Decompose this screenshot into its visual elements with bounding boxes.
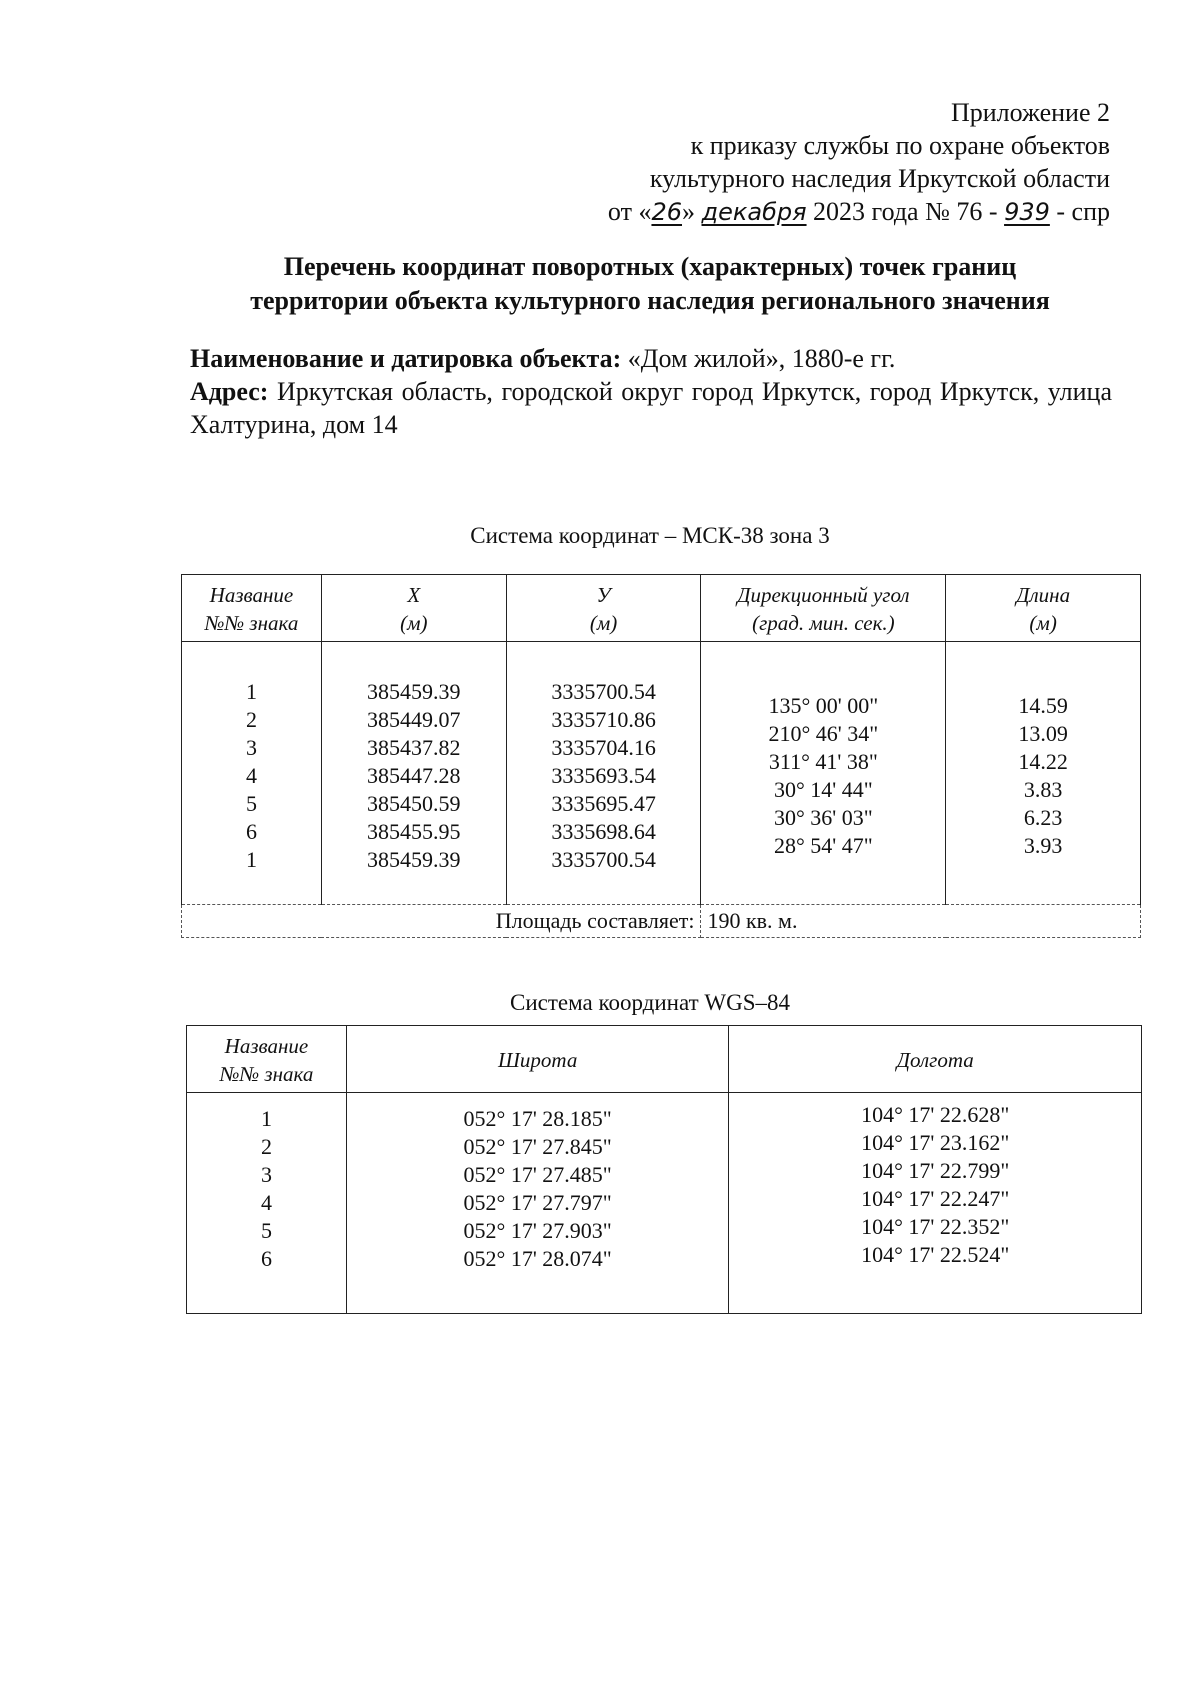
area-label: Площадь составляет: xyxy=(182,905,701,938)
wgs-points-column xyxy=(187,1093,347,1314)
appendix-header xyxy=(410,96,1110,229)
msk-y-value: 3335700.54 xyxy=(551,847,656,872)
wgs-header-row xyxy=(187,1026,1142,1093)
msk-points-column xyxy=(182,642,322,905)
msk-x-value: 385459.39 xyxy=(367,847,461,872)
appendix-line-3: культурного наследия Иркутской области xyxy=(649,164,1110,193)
date-day-suffix: » xyxy=(682,197,695,226)
msk-length-value: 3.83 xyxy=(1023,777,1063,802)
handwritten-order-number: 939 xyxy=(1004,198,1050,226)
msk-angle-value: 28° 54' 47" xyxy=(773,833,873,858)
wgs-lat-value: 052° 17' 28.074" xyxy=(463,1246,612,1271)
msk-header-name: Название №№ знака xyxy=(182,575,322,642)
wgs-lon-column xyxy=(729,1093,1142,1314)
wgs-table-caption: Система координат WGS–84 xyxy=(509,990,791,1015)
object-address-label: Адрес: xyxy=(190,377,269,406)
wgs-lat-value: 052° 17' 27.845" xyxy=(463,1134,612,1159)
msk-point: 3 xyxy=(245,735,257,760)
wgs-header-name: Название №№ знака xyxy=(187,1026,347,1093)
wgs-lon-value: 104° 17' 22.247" xyxy=(861,1186,1010,1211)
msk-length-column xyxy=(946,642,1141,905)
msk-x-value: 385437.82 xyxy=(367,735,461,760)
msk-header-length: Длина (м) xyxy=(946,575,1141,642)
object-name-value: «Дом жилой», 1880-е гг. xyxy=(627,344,896,373)
handwritten-month: декабря xyxy=(701,198,807,226)
date-prefix: от « xyxy=(607,197,652,226)
msk-angle-value: 30° 36' 03" xyxy=(773,805,873,830)
msk-x-value: 385455.95 xyxy=(367,819,461,844)
msk-area-row xyxy=(182,905,1141,938)
wgs-lon-value: 104° 17' 22.799" xyxy=(861,1158,1010,1183)
wgs-point: 2 xyxy=(260,1134,272,1159)
msk-point: 1 xyxy=(245,679,257,704)
wgs-point: 4 xyxy=(260,1190,272,1215)
msk-length-value: 14.22 xyxy=(1018,749,1068,774)
wgs-lon-value: 104° 17' 22.352" xyxy=(861,1214,1010,1239)
msk-header-x: X (м) xyxy=(321,575,506,642)
object-info xyxy=(190,342,1112,441)
msk-header-row xyxy=(182,575,1141,642)
msk-x-value: 385449.07 xyxy=(367,707,461,732)
appendix-date-line xyxy=(410,195,1110,229)
msk-angle-value: 311° 41' 38" xyxy=(768,749,878,774)
wgs-point: 6 xyxy=(260,1246,272,1271)
msk-length-value: 6.23 xyxy=(1023,805,1063,830)
msk-x-value: 385447.28 xyxy=(367,763,461,788)
msk-point: 4 xyxy=(245,763,257,788)
wgs-coordinates-table xyxy=(186,1025,1142,1314)
appendix-line-1: Приложение 2 xyxy=(950,98,1110,127)
object-address-line xyxy=(190,375,1112,441)
msk-x-value: 385459.39 xyxy=(367,679,461,704)
wgs-lat-value: 052° 17' 27.485" xyxy=(463,1162,612,1187)
msk-header-y: У (м) xyxy=(506,575,701,642)
appendix-line-2: к приказу службы по охране объектов xyxy=(690,131,1110,160)
msk-length-value: 14.59 xyxy=(1018,693,1068,718)
handwritten-day: 26 xyxy=(651,198,682,226)
title-line-2: территории объекта культурного наследия регионального значения xyxy=(250,286,1050,315)
object-name-label: Наименование и датировка объекта: xyxy=(190,344,622,373)
msk-y-column xyxy=(506,642,701,905)
wgs-lon-value: 104° 17' 22.524" xyxy=(861,1242,1010,1267)
object-address-value: Иркутская область, городской округ город Иркутск, город Иркутск, улица Халтурина, дом 14 xyxy=(190,377,1113,439)
msk-angle-column xyxy=(701,642,946,905)
msk-point: 1 xyxy=(245,847,257,872)
wgs-lat-value: 052° 17' 27.797" xyxy=(463,1190,612,1215)
msk-length-value: 3.93 xyxy=(1023,833,1063,858)
msk-y-value: 3335710.86 xyxy=(551,707,656,732)
msk-data-row xyxy=(182,642,1141,905)
object-name-line xyxy=(190,342,1112,375)
document-title xyxy=(190,250,1110,318)
msk-x-column xyxy=(321,642,506,905)
wgs-header-lon: Долгота xyxy=(729,1026,1142,1093)
msk-table-caption: Система координат – МСК-38 зона 3 xyxy=(470,523,830,548)
wgs-lon-value: 104° 17' 23.162" xyxy=(861,1130,1010,1155)
msk-angle-value: 135° 00' 00" xyxy=(768,693,879,718)
title-line-1: Перечень координат поворотных (характерных) точек границ xyxy=(283,252,1017,281)
wgs-lat-value: 052° 17' 28.185" xyxy=(463,1106,612,1131)
msk-y-value: 3335704.16 xyxy=(551,735,656,760)
msk-point: 5 xyxy=(245,791,257,816)
date-year-text: 2023 года № 76 - xyxy=(813,197,998,226)
wgs-lat-value: 052° 17' 27.903" xyxy=(463,1218,612,1243)
msk-point: 2 xyxy=(245,707,257,732)
msk-point: 6 xyxy=(245,819,257,844)
wgs-point: 3 xyxy=(260,1162,272,1187)
wgs-lat-column xyxy=(346,1093,729,1314)
wgs-header-lat: Широта xyxy=(346,1026,729,1093)
area-value: 190 кв. м. xyxy=(701,905,1141,938)
msk-y-value: 3335695.47 xyxy=(551,791,656,816)
wgs-data-row xyxy=(187,1093,1142,1314)
msk-coordinates-table xyxy=(181,574,1141,938)
msk-angle-value: 30° 14' 44" xyxy=(773,777,873,802)
order-suffix: - спр xyxy=(1056,197,1110,226)
msk-y-value: 3335700.54 xyxy=(551,679,656,704)
msk-y-value: 3335693.54 xyxy=(551,763,656,788)
wgs-point: 1 xyxy=(260,1106,272,1131)
msk-y-value: 3335698.64 xyxy=(551,819,656,844)
wgs-point: 5 xyxy=(260,1218,272,1243)
msk-x-value: 385450.59 xyxy=(367,791,461,816)
msk-header-angle: Дирекционный угол (град. мин. сек.) xyxy=(701,575,946,642)
msk-angle-value: 210° 46' 34" xyxy=(768,721,879,746)
msk-length-value: 13.09 xyxy=(1018,721,1068,746)
wgs-lon-value: 104° 17' 22.628" xyxy=(861,1102,1010,1127)
